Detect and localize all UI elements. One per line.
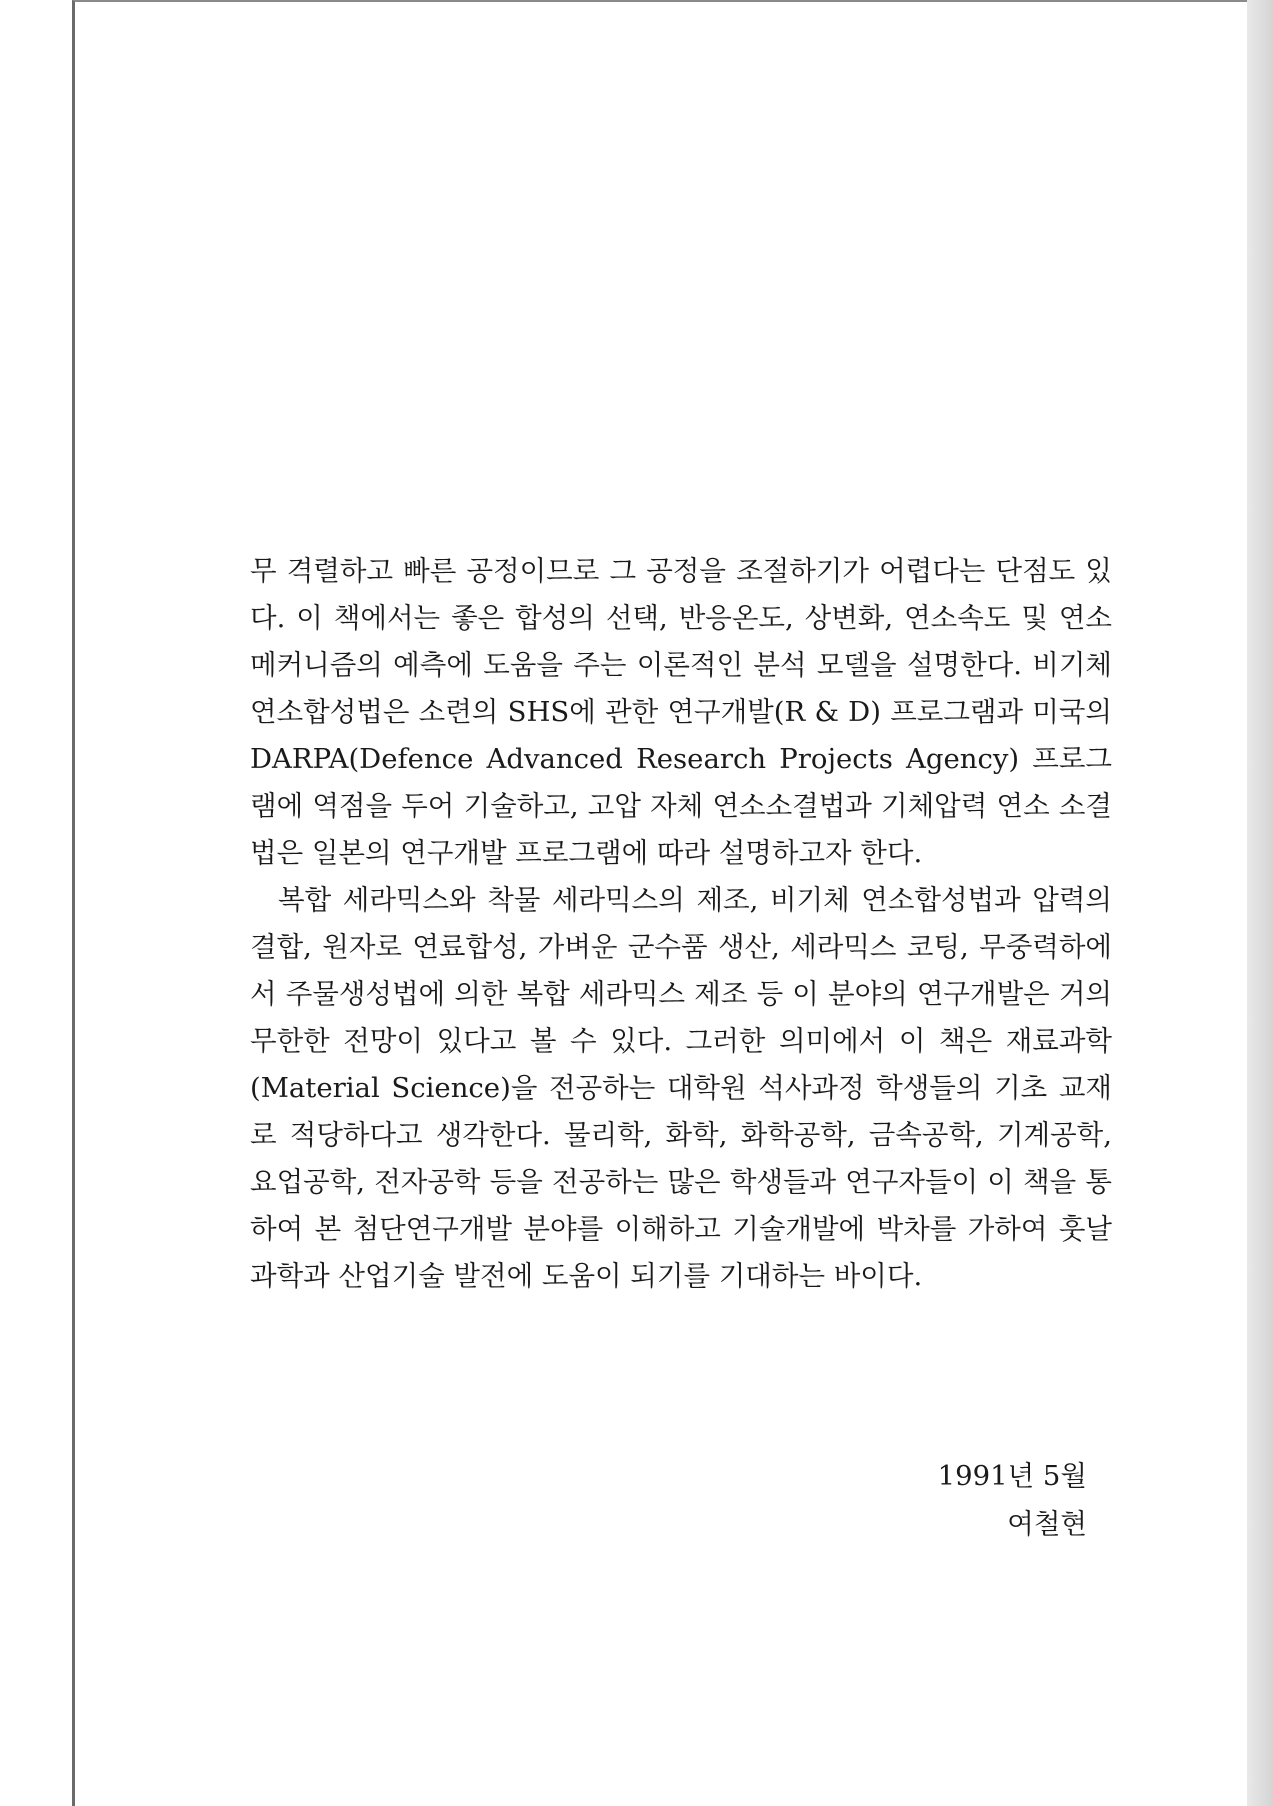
- signature-date: 1991년 5월: [937, 1460, 1087, 1492]
- signature-block: [938, 1452, 1087, 1548]
- paragraph-continuation: 무 격렬하고 빠른 공정이므로 그 공정을 조절하기가 어렵다는 단점도 있다. 이 책에서는 좋은 합성의 선택, 반응온도, 상변화, 연소속도 및 연소 메커니즘의 예측에 도움을 주는 이론적인 분석 모델을 설명한다. 비기체 연소합성법은 소련의 SHS에 관한 연구개발(R & D) 프로그램과 미국의 DARPA(Defence Advanced Research Projects Agency) 프로그램에 역점을 두어 기술하고, 고압 자체 연소소결법과 기체압력 연소 소결법은 일본의 연구개발 프로그램에 따라 설명하고자 한다.: [250, 555, 1112, 869]
- signature-author: 여철현: [1007, 1508, 1087, 1540]
- preface-body: [250, 548, 1112, 1300]
- paragraph-outlook: 복합 세라믹스와 착물 세라믹스의 제조, 비기체 연소합성법과 압력의 결합, 원자로 연료합성, 가벼운 군수품 생산, 세라믹스 코팅, 무중력하에서 주물생성법에 의한 복합 세라믹스 제조 등 이 분야의 연구개발은 거의 무한한 전망이 있다고 볼 수 있다. 그러한 의미에서 이 책은 재료과학(Material Science)을 전공하는 대학원 석사과정 학생들의 기초 교재로 적당하다고 생각한다. 물리학, 화학, 화학공학, 금속공학, 기계공학, 요업공학, 전자공학 등을 전공하는 많은 학생들과 연구자들이 이 책을 통하여 본 첨단연구개발 분야를 이해하고 기술개발에 박차를 가하여 훗날 과학과 산업기술 발전에 도움이 되기를 기대하는 바이다.: [250, 884, 1112, 1292]
- scan-left-margin: [0, 0, 72, 1806]
- page-edge-shadow: [1247, 0, 1273, 1806]
